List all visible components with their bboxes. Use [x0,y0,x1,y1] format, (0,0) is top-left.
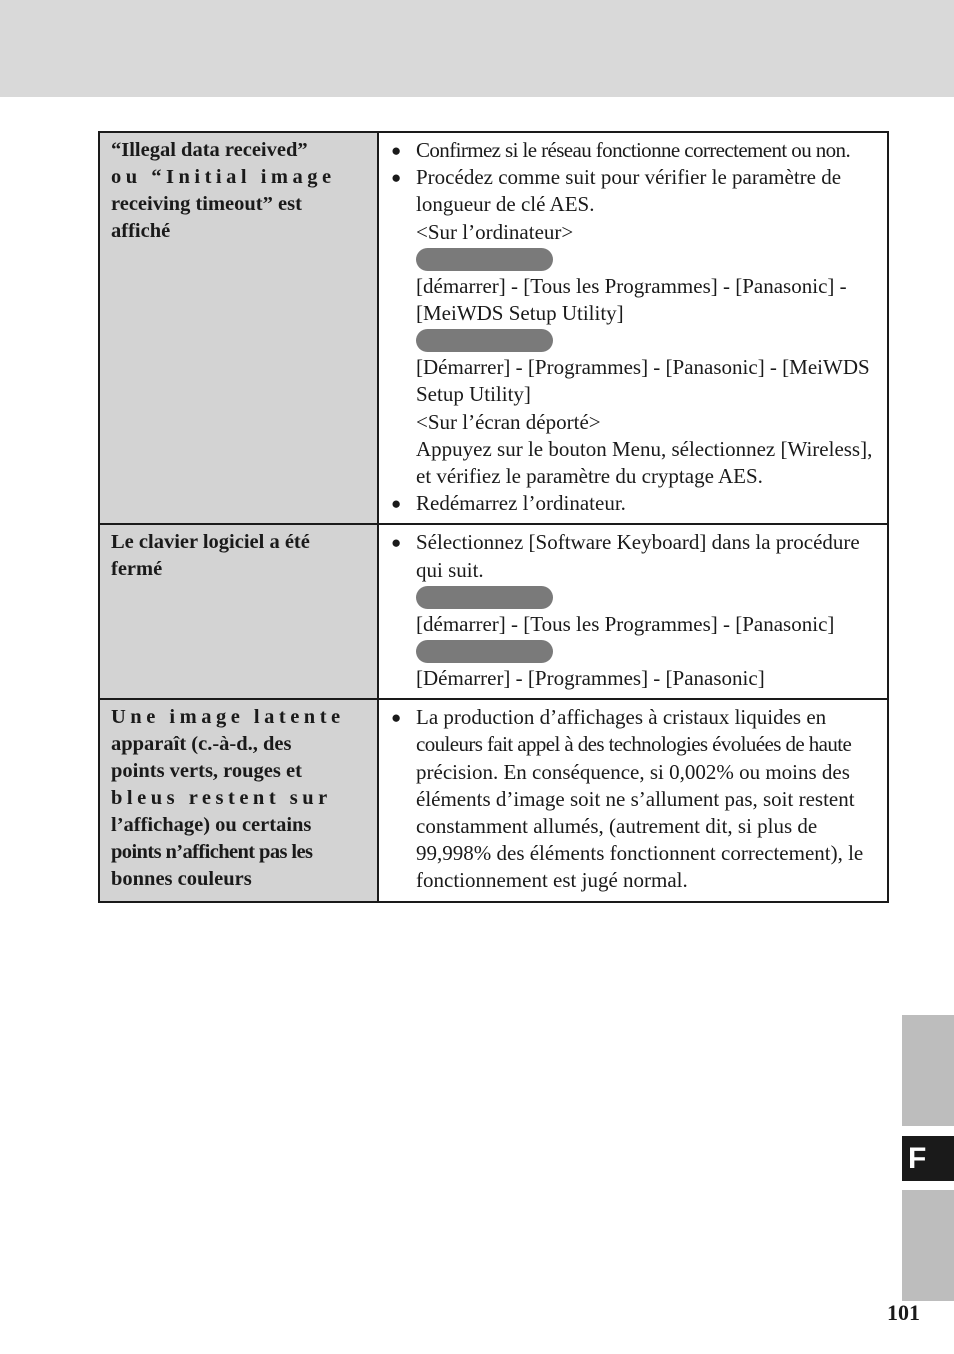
table-row [99,524,888,699]
solution-line: <Sur l’ordinateur> [416,219,574,244]
section-tab [902,1015,954,1126]
solution-line: [Démarrer] - [Programmes] - [Panasonic] - [MeiWDS [416,355,870,380]
list-item [391,704,876,894]
page-number: 101 [887,1300,920,1325]
troubleshooting-table [98,131,889,903]
problem-line: ou “Initial image [111,166,336,188]
table-row [99,132,888,524]
problem-cell [99,699,378,902]
os-version-label [416,586,553,609]
problem-line: bonnes couleurs [111,868,252,891]
solution-line: La production d’affichages à cristaux liquides en [416,705,827,730]
solution-line: [MeiWDS Setup Utility] [416,301,624,326]
bullet-icon: ● [391,533,402,553]
table-row [99,699,888,902]
solution-line: Procédez comme suit pour vérifier le paramètre de [416,165,842,190]
problem-line: apparaît (c.-à-d., des [111,733,292,756]
section-tab-active: F [902,1136,954,1181]
solution-cell [378,132,888,524]
bullet-icon: ● [391,708,402,728]
bullet-icon: ● [391,494,402,514]
solution-line: <Sur l’écran déporté> [416,409,601,434]
list-item [391,529,876,692]
os-version-label [416,329,553,352]
solution-cell [378,524,888,699]
os-version-label [416,640,553,663]
bullet-icon: ● [391,141,402,160]
solution-line: Sélectionnez [Software Keyboard] dans la procédure [416,530,860,555]
problem-line: receiving timeout” est [111,193,302,215]
solution-line: Appuyez sur le bouton Menu, sélectionnez [Wireless], [416,436,873,461]
list-item [391,137,876,164]
solution-line: [Démarrer] - [Programmes] - [Panasonic] [416,666,765,691]
solution-line: éléments d’image soit ne s’allument pas, soit restent [416,786,855,811]
list-item [391,164,876,490]
solution-line: Setup Utility] [416,382,531,407]
problem-line: Une image latente [111,706,345,729]
solution-line: et vérifiez le paramètre du cryptage AES. [416,464,763,489]
list-item [391,490,876,517]
solution-line: [démarrer] - [Tous les Programmes] - [Panasonic] [416,611,835,636]
section-tab [902,1190,954,1301]
problem-line: l’affichage) ou certains [111,814,312,837]
problem-line: bleus restent sur [111,787,332,810]
solution-line: Redémarrez l’ordinateur. [416,491,626,516]
solution-line: [démarrer] - [Tous les Programmes] - [Panasonic] - [416,273,847,298]
solution-line: longueur de clé AES. [416,192,595,217]
problem-line: fermé [111,558,163,581]
os-version-label [416,248,553,271]
problem-line: “Illegal data received” [111,139,308,161]
bullet-icon: ● [391,168,402,188]
solution-line: couleurs fait appel à des technologies évoluées de haute [416,732,852,757]
solution-line: constamment allumés, (autrement dit, si plus de [416,814,818,839]
solution-line: qui suit. [416,557,484,582]
solution-line: fonctionnement est jugé normal. [416,868,688,893]
solution-line: précision. En conséquence, si 0,002% ou moins des [416,759,850,784]
header-band [0,0,954,97]
problem-cell [99,132,378,524]
problem-line: points n’affichent pas les [111,841,313,864]
problem-line: points verts, rouges et [111,760,302,783]
problem-line: affiché [111,220,171,242]
solution-line: 99,998% des éléments fonctionnent correctement), le [416,841,864,866]
problem-line: Le clavier logiciel a été [111,531,310,554]
solution-cell [378,699,888,902]
solution-line: Confirmez si le réseau fonctionne correctement ou non. [416,138,851,162]
problem-cell [99,524,378,699]
